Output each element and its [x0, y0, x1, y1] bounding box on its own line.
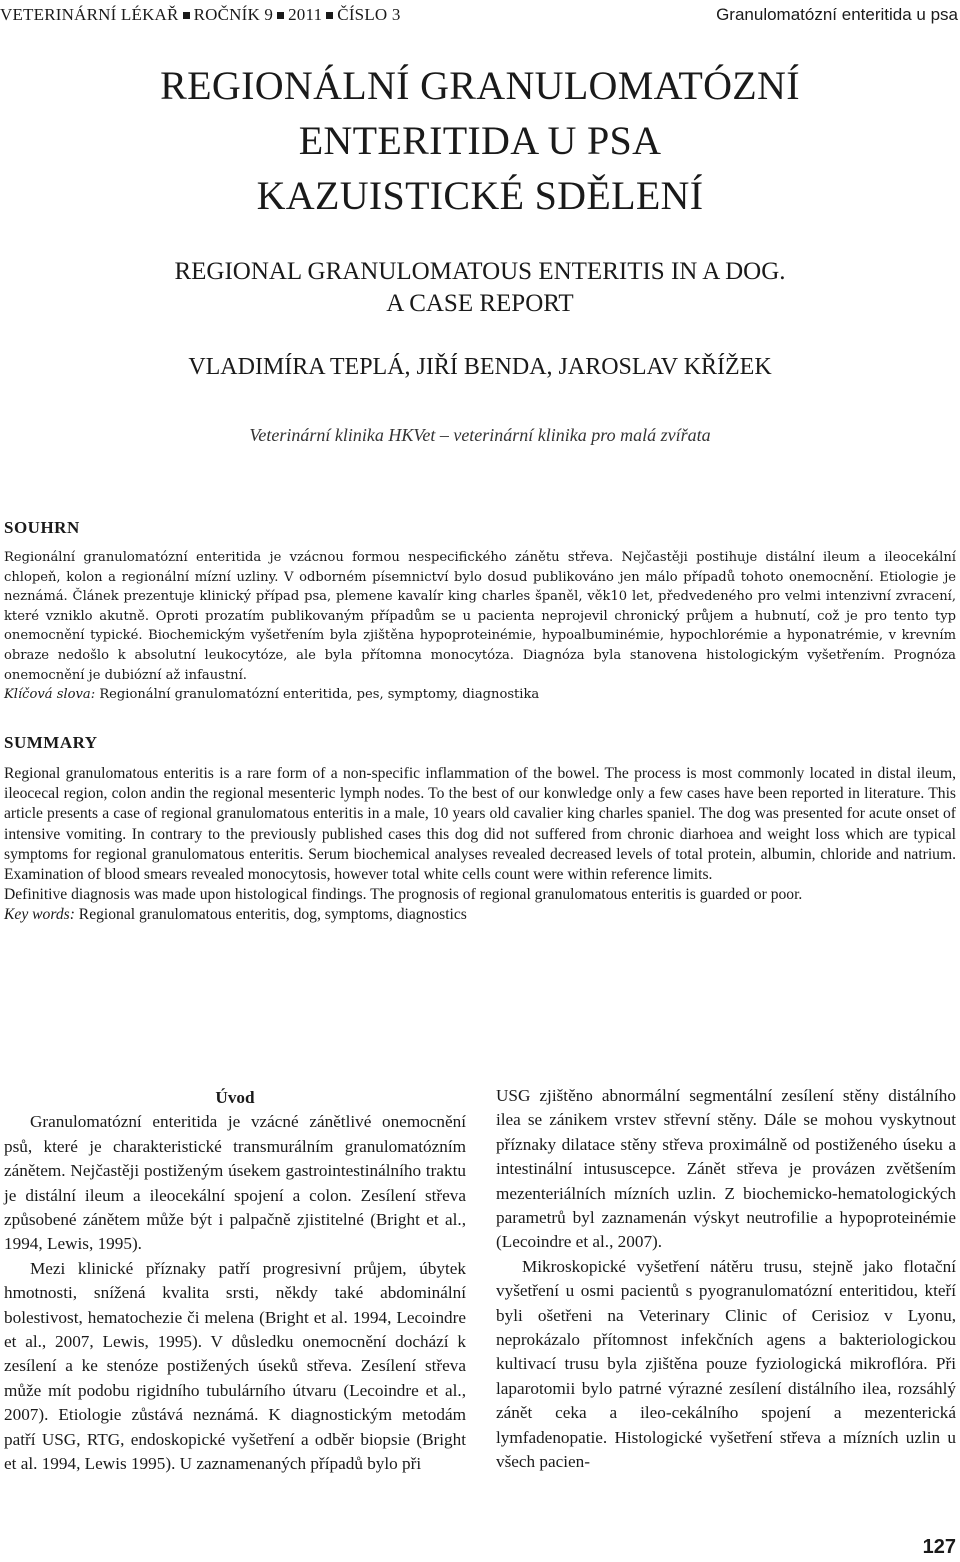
- summary-keywords: [4, 905, 956, 925]
- separator-square-icon: [183, 12, 190, 19]
- body-paragraph: Granulomatózní enteritida je vzácné zánětlivé onemocnění psů, které je charakteristické transmurálním granulomatózním zánětem. Nejčastěji postiženým úsekem gastrointestinálního traktu je distální ileum a ileocekální spojení a colon. Zesílení střeva způsobené zánětem může být i palpačně zjistitelné (Bright et al., 1994, Lewis, 1995).: [4, 1112, 466, 1254]
- souhrn-text: Regionální granulomatózní enteritida je vzácnou formou nespecifického zánětu střeva. Nejčastěji postihuje distální ileum a ileocekální chlopeň, kolon a regionální mízní uzliny. V odborném písemnictví bylo dosud publikováno jen málo případů tohoto onemocnění. Etiologie je neznámá. Článek prezentuje klinický případ psa, plemene kavalír king charles španěl, věk10 let, předvedeného pro velmi intenzivní zvracení, které vzniklo akutně. Oproti prozatím publikovaným případům se u pacienta neprojevil chronický průjem a hubnutí, což je pro tento typ onemocnění typické. Biochemickým vyšetřením byla zjištěna hypoproteinémie, hypoalbuminémie, hypochlorémie a hyponatrémie, v krevním obraze nedošlo k absolutní leukocytóze, ale byla přítomna monocytóza. Diagnóza byla stanovena histologickým vyšetřením. Prognóza onemocnění je dubiózní až infaustní.: [4, 550, 956, 683]
- keywords-text: Regionální granulomatózní enteritida, pes, symptomy, diagnostika: [95, 687, 540, 703]
- summary-abstract: [4, 764, 956, 926]
- english-title-line: REGIONAL GRANULOMATOUS ENTERITIS IN A DOG.: [174, 258, 786, 285]
- summary-heading: SUMMARY: [4, 733, 98, 752]
- souhrn-keywords: [4, 685, 956, 705]
- keywords-label: Klíčová slova:: [4, 687, 96, 703]
- title-line: REGIONÁLNÍ GRANULOMATÓZNÍ: [160, 63, 800, 108]
- body-paragraph: Mezi klinické příznaky patří progresivní průjem, úbytek hmotnosti, snížená kvalita srsti, někdy také abdominální bolestivost, hematochezie či melena (Bright et al. 1994, Lecoindre et al., 2007, Lewis, 1995). V důsledku onemocnění dochází k zesílení a ke stenóze postižených úseků střeva. Zesílení střeva může mít podobu rigidního tubulárního útvaru (Lecoindre et al., 2007). Etiologie zůstává neznámá. K diagnostickým metodám patří USG, RTG, endoskopické vyšetření a odběr biopsie (Bright et al. 1994, Lewis 1995). U zaznamenaných případů bylo při: [4, 1258, 466, 1474]
- affiliation: Veterinární klinika HKVet – veterinární klinika pro malá zvířata: [249, 425, 711, 445]
- summary-text: Regional granulomatous enteritis is a rare form of a non-specific inflammation of the bowel. The process is most commonly located in distal ileum, ileocecal region, colon andin the regional mesenteric lymph nodes. To the best of our konwledge only a few cases have been reported in literature. This article presents a case of regional granulomatous enteritis in a male, 10 years old cavalier king charles spaniel. The dog was presented for acute onset of intensive vomiting. In contrary to the previously published cases this dog did not suffered from chronic diarhoea and weight loss which are typical symptoms for regional granulomatous enteritis. Serum biochemical analyses revealed decreased levels of total protein, albumin, chloride and natrium. Examination of blood smears revealed monocytosis, however total white cells count were within reference limits.: [4, 765, 956, 884]
- souhrn-heading: SOUHRN: [4, 518, 80, 537]
- journal-year: 2011: [288, 5, 323, 24]
- souhrn-abstract: [4, 548, 956, 705]
- article-title: [0, 58, 960, 223]
- journal-volume: ROČNÍK 9: [193, 5, 274, 24]
- body-paragraph: USG zjištěno abnormální segmentální zesílení stěny distálního ilea se zánikem vrstev střevní stěny. Dále se mohou vyskytnout příznaky dilatace stěny střeva proximálně od postiženého úseku a intestinální intususcepce. Zánět střeva je provázen zvětšením mezenteriálních mízních uzlin. Z biochemicko-hematologických parametrů byl zaznamenán výskyt neutrofilie a hypoproteinémie (Lecoindre et al., 2007).: [496, 1086, 956, 1252]
- journal-info: [0, 4, 401, 26]
- body-column-left: [4, 1086, 466, 1477]
- journal-name: VETERINÁRNÍ LÉKAŘ: [0, 5, 179, 24]
- running-header: [0, 4, 960, 26]
- summary-text-2: Definitive diagnosis was made upon histological findings. The prognosis of regional granulomatous enteritis is guarded or poor.: [4, 886, 803, 904]
- page-number: 127: [922, 1536, 956, 1558]
- keywords-text: Regional granulomatous enteritis, dog, symptoms, diagnostics: [74, 906, 467, 924]
- separator-square-icon: [277, 12, 284, 19]
- title-line: ENTERITIDA U PSA: [298, 118, 662, 163]
- keywords-label: Key words:: [4, 906, 75, 924]
- english-title-line: A CASE REPORT: [386, 290, 574, 317]
- separator-square-icon: [326, 12, 333, 19]
- running-title: Granulomatózní enteritida u psa: [716, 5, 958, 24]
- body-column-right: [496, 1084, 956, 1475]
- authors: VLADIMÍRA TEPLÁ, JIŘÍ BENDA, JAROSLAV KŘÍŽEK: [188, 354, 772, 380]
- title-line: KAZUISTICKÉ SDĚLENÍ: [256, 173, 704, 218]
- english-title: [0, 256, 960, 320]
- section-heading-uvod: Úvod: [215, 1088, 255, 1107]
- body-paragraph: Mikroskopické vyšetření nátěru trusu, stejně jako flotační vyšetření u osmi pacientů s pyogranulomatózní enteritidou, kteří byli ošetřeni na Veterinary Clinic of Cerisioz v Lyonu, neprokázalo přítomnost infekčních agens a bakteriologickou kultivací trusu byla zjištěna pouze fyziologická mikroflóra. Při laparotomii bylo patrné výrazné zesílení distálního ilea, rozsáhlý zánět ceka a ileo-cekálního spojení a mezenterická lymfadenopatie. Histologické vyšetření střeva a mízních uzlin u všech pacien-: [496, 1256, 956, 1472]
- journal-issue: ČÍSLO 3: [337, 5, 401, 24]
